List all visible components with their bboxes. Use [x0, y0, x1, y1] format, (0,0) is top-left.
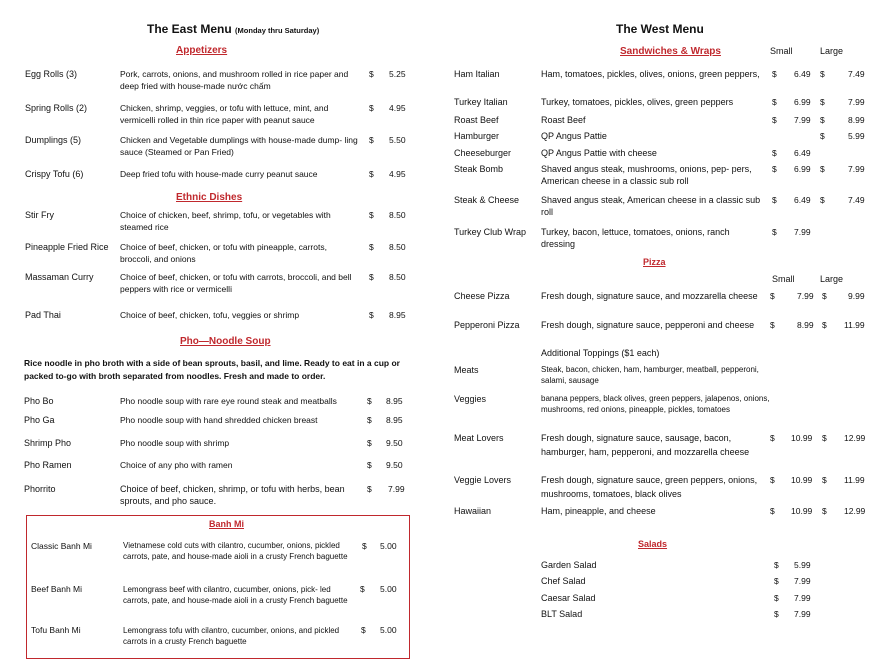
small-currency: $ [772, 97, 777, 107]
topping-group-name: Meats [454, 365, 479, 375]
menu-item-price: 9.50 [386, 438, 403, 448]
pho-heading: Pho—Noodle Soup [180, 336, 271, 347]
menu-item-name: Steak & Cheese [454, 195, 520, 205]
menu-item-currency: $ [367, 460, 372, 470]
small-price: 6.49 [794, 148, 811, 158]
menu-item-desc: Ham, pineapple, and cheese [541, 506, 656, 516]
menu-item-desc: Choice of beef, chicken, tofu, veggies or shrimp [120, 310, 300, 320]
large-currency: $ [820, 115, 825, 125]
large-currency: $ [820, 69, 825, 79]
large-currency: $ [820, 131, 825, 141]
pizza-heading: Pizza [643, 257, 666, 267]
menu-item-currency: $ [369, 103, 374, 113]
east-menu-title: The East Menu (Monday thru Saturday) [147, 22, 320, 36]
menu-item-desc: Turkey, tomatoes, pickles, olives, green peppers [541, 97, 734, 107]
small-currency: $ [770, 320, 775, 330]
menu-item-currency: $ [774, 576, 779, 586]
east-menu-subtitle: (Monday thru Saturday) [235, 26, 320, 35]
menu-item-desc: Fresh dough, signature sauce, pepperoni and cheese [541, 320, 755, 330]
menu-item-desc: Pho noodle soup with shrimp [120, 438, 230, 448]
menu-item-desc: Choice of chicken, beef, shrimp, tofu, or vegetables with steamed rice [120, 210, 331, 232]
menu-item-price: 9.50 [386, 460, 403, 470]
small-currency: $ [772, 69, 777, 79]
appetizers-heading: Appetizers [176, 45, 228, 56]
topping-group-name: Veggies [454, 394, 487, 404]
menu-item-price: 7.99 [388, 484, 405, 494]
small-price: 8.99 [797, 320, 814, 330]
large-currency: $ [822, 475, 827, 485]
small-price: 7.99 [794, 227, 811, 237]
menu-item-price: 8.95 [386, 415, 403, 425]
menu-item-desc: Turkey, bacon, lettuce, tomatoes, onions, ranch dressing [541, 227, 730, 249]
menu-item-desc: Deep fried tofu with house-made curry peanut sauce [120, 169, 318, 179]
ethnic-dishes-heading: Ethnic Dishes [176, 192, 243, 203]
small-currency: $ [772, 115, 777, 125]
menu-item-desc: Fresh dough, signature sauce, sausage, bacon, hamburger, ham, pepperoni, and mozzarella cheese [541, 433, 750, 457]
menu-item-price: 4.95 [389, 169, 406, 179]
menu-item-name: Crispy Tofu (6) [25, 169, 84, 179]
menu-item-desc: Choice of any pho with ramen [120, 460, 233, 470]
menu-item-desc: Fresh dough, signature sauce, green peppers, onions, mushrooms, tomatoes, black olives [541, 475, 758, 499]
menu-item-name: Shrimp Pho [24, 438, 72, 448]
large-price: 9.99 [848, 291, 865, 301]
pizza-small-header: Small [772, 274, 795, 284]
menu-item-currency: $ [367, 484, 372, 494]
small-currency: $ [772, 227, 777, 237]
menu-item-desc: Chicken and Vegetable dumplings with house-made dump- ling sauce (Steamed or Pan Fried) [120, 135, 358, 157]
large-currency: $ [822, 506, 827, 516]
small-price: 10.99 [791, 475, 813, 485]
menu-item-name: Massaman Curry [25, 272, 94, 282]
menu-item-name: Cheeseburger [454, 148, 512, 158]
menu-item-currency: $ [362, 541, 367, 551]
small-price: 6.49 [794, 69, 811, 79]
large-currency: $ [820, 195, 825, 205]
large-price: 7.49 [848, 69, 865, 79]
small-currency: $ [772, 148, 777, 158]
menu-item-name: Chef Salad [541, 576, 586, 586]
large-price: 7.99 [848, 164, 865, 174]
menu-item-price: 7.99 [794, 593, 811, 603]
menu-item-desc: Roast Beef [541, 115, 586, 125]
large-price: 12.99 [844, 506, 866, 516]
small-currency: $ [770, 433, 775, 443]
menu-item-desc: Ham, tomatoes, pickles, olives, onions, green peppers, [541, 69, 760, 79]
menu-item-name: Steak Bomb [454, 164, 504, 174]
menu-item-name: Beef Banh Mi [31, 584, 83, 594]
menu-item-desc: Vietnamese cold cuts with cilantro, cucumber, onions, pickled carrots, pate, and house-made aioli in a crusty French baguette [123, 541, 348, 561]
menu-item-currency: $ [369, 242, 374, 252]
large-price: 5.99 [848, 131, 865, 141]
menu-item-price: 8.50 [389, 210, 406, 220]
menu-item-currency: $ [369, 69, 374, 79]
menu-item-desc: QP Angus Pattie [541, 131, 607, 141]
salads-heading: Salads [638, 539, 668, 549]
menu-item-name: Turkey Italian [454, 97, 508, 107]
menu-item-name: Hamburger [454, 131, 500, 141]
menu-item-desc: Lemongrass beef with cilantro, cucumber, onions, pick- led carrots, pate, and house-made aioli in a crusty French baguette [123, 585, 348, 605]
menu-item-desc: Fresh dough, signature sauce, and mozzarella cheese [541, 291, 758, 301]
large-price: 7.49 [848, 195, 865, 205]
banh-mi-heading: Banh Mi [209, 519, 244, 529]
menu-item-price: 7.99 [794, 576, 811, 586]
menu-item-name: Ham Italian [454, 69, 500, 79]
menu-item-desc: Shaved angus steak, American cheese in a classic sub roll [541, 195, 761, 217]
large-price: 7.99 [848, 97, 865, 107]
small-currency: $ [770, 506, 775, 516]
menu-item-name: Turkey Club Wrap [454, 227, 527, 237]
menu-item-desc: Choice of beef, chicken, shrimp, or tofu with herbs, bean sprouts, and pho sauce. [120, 484, 345, 506]
menu-item-desc: Chicken, shrimp, veggies, or tofu with lettuce, mint, and vermicelli rolled in thin rice paper with peanut sauce [120, 103, 329, 125]
menu-item-desc: Choice of beef, chicken, or tofu with pineapple, carrots, broccoli, and onions [120, 242, 327, 264]
small-currency: $ [770, 475, 775, 485]
large-price: 11.99 [844, 320, 865, 330]
small-currency: $ [772, 164, 777, 174]
small-price: 10.99 [791, 433, 813, 443]
menu-item-name: BLT Salad [541, 609, 583, 619]
menu-item-name: Caesar Salad [541, 593, 596, 603]
menu-item-price: 5.00 [380, 584, 397, 594]
small-price: 7.99 [794, 115, 811, 125]
menu-item-currency: $ [774, 560, 779, 570]
topping-group-desc: Steak, bacon, chicken, ham, hamburger, meatball, pepperoni, salami, sausage [541, 365, 759, 385]
menu-item-price: 5.99 [794, 560, 811, 570]
menu-item-name: Pho Ramen [24, 460, 72, 470]
small-price: 6.49 [794, 195, 811, 205]
menu-item-name: Hawaiian [454, 506, 492, 516]
menu-item-currency: $ [369, 169, 374, 179]
menu-item-price: 4.95 [389, 103, 406, 113]
menu-item-name: Pho Ga [24, 415, 55, 425]
menu-item-name: Cheese Pizza [454, 291, 510, 301]
menu-item-desc: Lemongrass tofu with cilantro, cucumber, onions, and pickled carrots in a crusty French baguette [123, 626, 340, 646]
menu-item-name: Spring Rolls (2) [25, 103, 88, 113]
large-price: 8.99 [848, 115, 865, 125]
menu-item-name: Garden Salad [541, 560, 597, 570]
pho-intro: Rice noodle in pho broth with a side of bean sprouts, basil, and lime. Ready to eat in a cup or packed to-go with broth separated from noodles. Fresh and made to order. [24, 358, 400, 381]
menu-item-currency: $ [367, 438, 372, 448]
large-currency: $ [822, 291, 827, 301]
menu-item-name: Stir Fry [25, 210, 54, 220]
menu-item-name: Pineapple Fried Rice [25, 242, 109, 252]
large-column-header: Large [820, 46, 844, 56]
sandwiches-heading: Sandwiches & Wraps [620, 46, 721, 57]
topping-group-desc: banana peppers, black olives, green peppers, jalapenos, onions, mushrooms, red onions, pineapple, pickles, tomatoes [541, 394, 770, 414]
menu-item-name: Dumplings (5) [25, 135, 82, 145]
small-currency: $ [772, 195, 777, 205]
menu-item-currency: $ [369, 272, 374, 282]
menu-item-price: 5.50 [389, 135, 406, 145]
menu-item-name: Tofu Banh Mi [31, 625, 81, 635]
menu-item-price: 8.50 [389, 272, 406, 282]
menu-item-currency: $ [369, 210, 374, 220]
menu-item-name: Classic Banh Mi [31, 541, 92, 551]
additional-toppings-label: Additional Toppings ($1 each) [541, 348, 660, 358]
menu-item-name: Veggie Lovers [454, 475, 512, 485]
large-currency: $ [822, 320, 827, 330]
large-price: 11.99 [844, 475, 865, 485]
menu-item-name: Pad Thai [25, 310, 61, 320]
menu-item-currency: $ [367, 415, 372, 425]
menu-item-price: 8.95 [386, 396, 403, 406]
menu-item-price: 7.99 [794, 609, 811, 619]
menu-item-price: 5.00 [380, 541, 397, 551]
menu-item-name: Roast Beef [454, 115, 499, 125]
menu-item-currency: $ [367, 396, 372, 406]
menu-item-name: Egg Rolls (3) [25, 69, 78, 79]
menu-item-name: Pepperoni Pizza [454, 320, 520, 330]
large-currency: $ [822, 433, 827, 443]
menu-item-desc: Pho noodle soup with hand shredded chicken breast [120, 415, 318, 425]
small-price: 6.99 [794, 97, 811, 107]
menu-item-currency: $ [369, 135, 374, 145]
menu-item-price: 8.50 [389, 242, 406, 252]
menu-item-name: Pho Bo [24, 396, 54, 406]
large-currency: $ [820, 164, 825, 174]
small-price: 10.99 [791, 506, 813, 516]
menu-item-price: 5.00 [380, 625, 397, 635]
menu-item-price: 8.95 [389, 310, 406, 320]
menu-item-desc: Choice of beef, chicken, or tofu with carrots, broccoli, and bell peppers with rice or vermicelli [120, 272, 352, 294]
menu-item-currency: $ [369, 310, 374, 320]
menu-item-desc: Pho noodle soup with rare eye round steak and meatballs [120, 396, 337, 406]
small-currency: $ [770, 291, 775, 301]
menu-item-currency: $ [361, 625, 366, 635]
large-currency: $ [820, 97, 825, 107]
menu-item-desc: Shaved angus steak, mushrooms, onions, pep- pers, American cheese in a classic sub roll [541, 164, 752, 186]
menu-item-desc: Pork, carrots, onions, and mushroom rolled in rice paper and deep fried with house-made nước chấm [120, 69, 349, 91]
menu-item-price: 5.25 [389, 69, 406, 79]
small-price: 6.99 [794, 164, 811, 174]
small-price: 7.99 [797, 291, 814, 301]
west-menu-title: The West Menu [616, 22, 704, 36]
menu-item-currency: $ [360, 584, 365, 594]
menu-item-currency: $ [774, 593, 779, 603]
menu-item-name: Phorrito [24, 484, 56, 494]
large-price: 12.99 [844, 433, 866, 443]
menu-item-name: Meat Lovers [454, 433, 504, 443]
pizza-large-header: Large [820, 274, 844, 284]
small-column-header: Small [770, 46, 793, 56]
menu-item-currency: $ [774, 609, 779, 619]
menu-item-desc: QP Angus Pattie with cheese [541, 148, 657, 158]
